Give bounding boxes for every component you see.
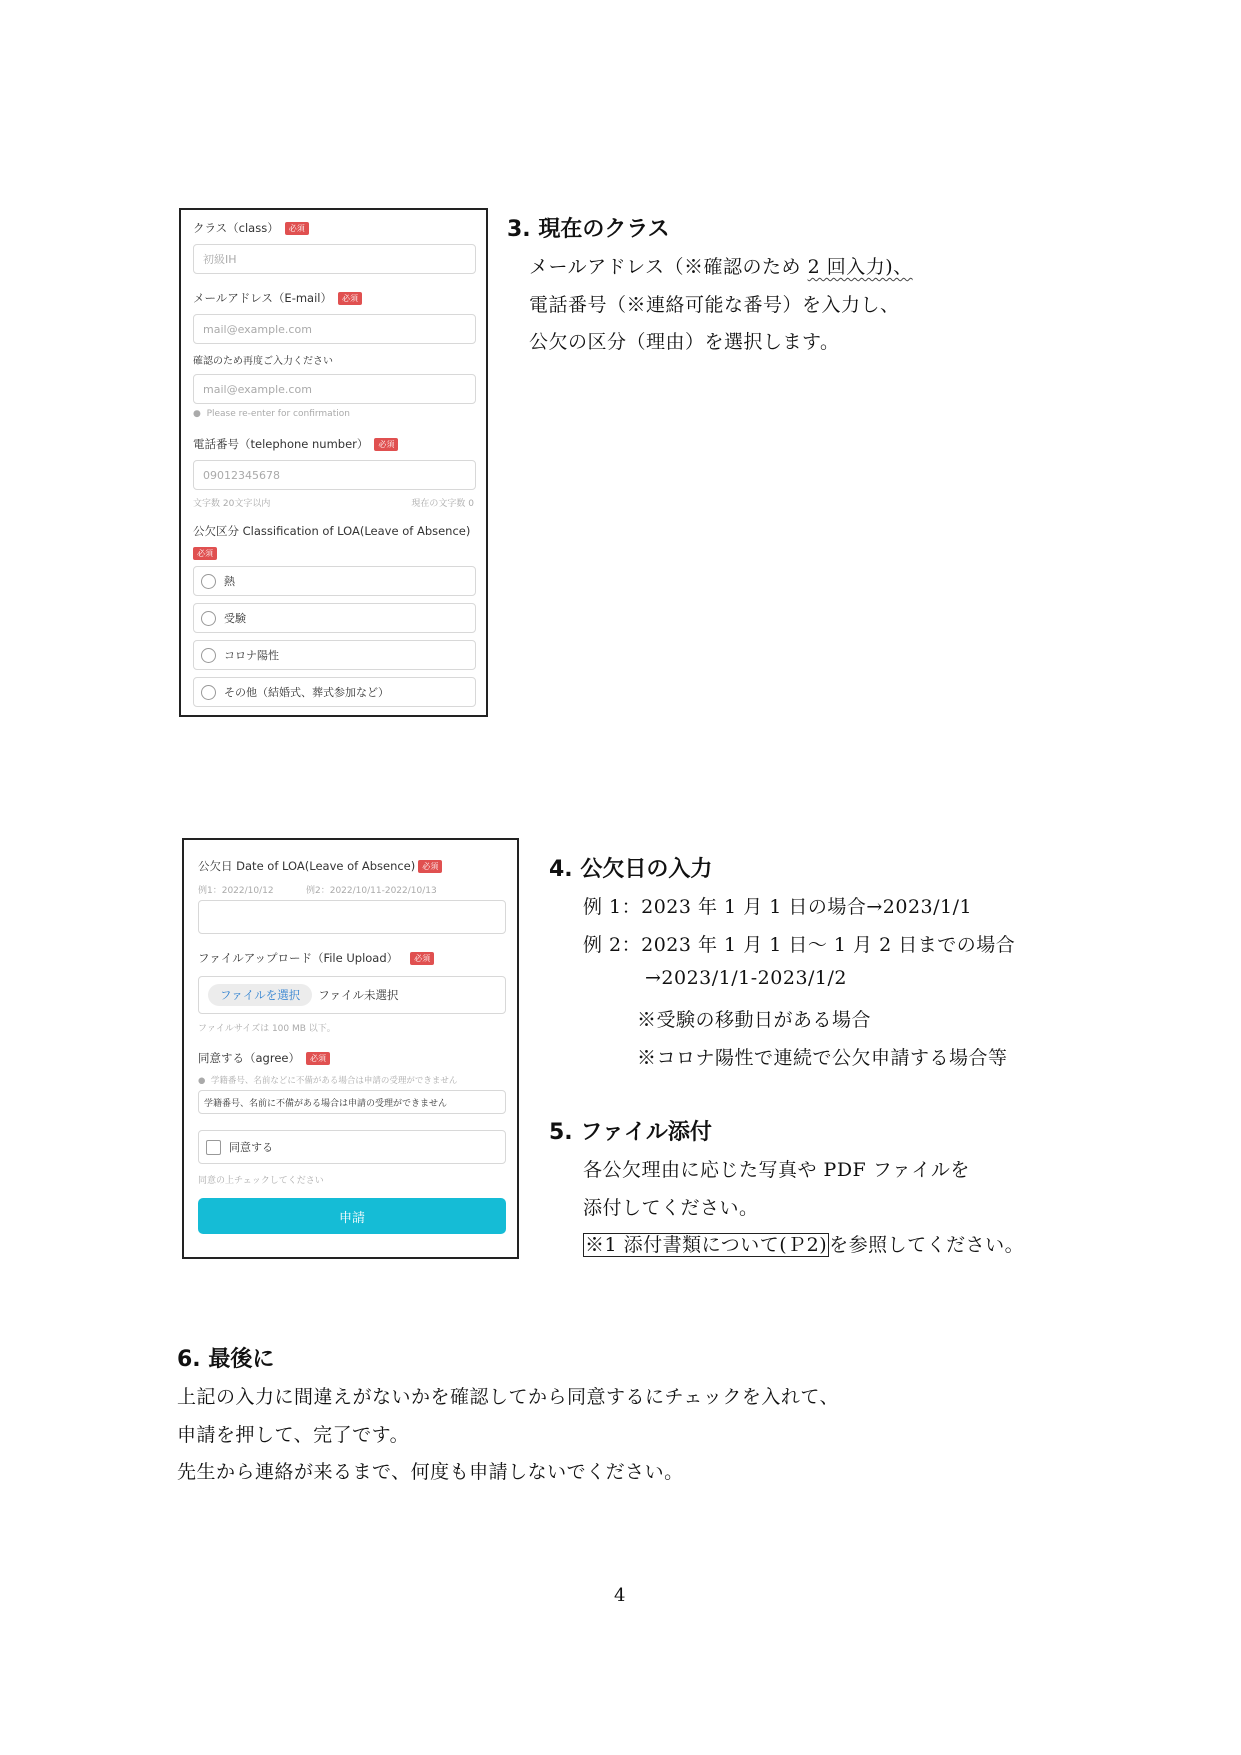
radio-icon bbox=[201, 685, 216, 700]
date-label: 公欠日 Date of LOA(Leave of Absence) 必須 bbox=[198, 858, 442, 874]
date-example-2: 例2：2022/10/11-2022/10/13 bbox=[306, 886, 437, 896]
agree-hint: 同意の上チェックしてください bbox=[198, 1176, 324, 1186]
section4-line1: 例 1：2023 年 1 月 1 日の場合→2023/1/1 bbox=[583, 896, 973, 918]
attachment-reference-box: ※1 添付書類について(Ｐ2) bbox=[585, 1234, 828, 1256]
phone-input[interactable]: 09012345678 bbox=[193, 460, 476, 490]
phone-label: 電話番号（telephone number） 必須 bbox=[193, 436, 398, 452]
section4-line5: ※コロナ陽性で連続で公欠申請する場合等 bbox=[637, 1047, 1008, 1069]
section4-line2: 例 2：2023 年 1 月 1 日～ 1 月 2 日までの場合 bbox=[583, 934, 1016, 956]
required-badge: 必須 bbox=[306, 1052, 330, 1065]
checkbox-icon bbox=[206, 1140, 221, 1155]
required-badge: 必須 bbox=[285, 222, 309, 235]
choose-file-button[interactable]: ファイルを選択 bbox=[208, 984, 312, 1006]
phone-count: 現在の文字数 0 bbox=[411, 499, 474, 509]
form-screenshot-date bbox=[182, 838, 519, 1259]
radio-option-fever[interactable]: 熱 bbox=[193, 566, 476, 596]
section5-line1: 各公欠理由に応じた写真や PDF ファイルを bbox=[583, 1159, 970, 1181]
section6-line1: 上記の入力に間違えがないかを確認してから同意するにチェックを入れて、 bbox=[177, 1386, 840, 1408]
reenter-hint: ● Please re-enter for confirmation bbox=[193, 409, 350, 419]
section3-heading: 3. 現在のクラス bbox=[507, 217, 670, 242]
email-confirm-label: 確認のため再度ご入力ください bbox=[193, 356, 333, 367]
date-example-1: 例1：2022/10/12 bbox=[198, 886, 274, 896]
section6-line3: 先生から連絡が来るまで、何度も申請しないでください。 bbox=[177, 1461, 684, 1483]
radio-option-other[interactable]: その他（結婚式、葬式参加など） bbox=[193, 677, 476, 707]
required-badge: 必須 bbox=[418, 860, 442, 873]
section4-line4: ※受験の移動日がある場合 bbox=[637, 1009, 872, 1031]
required-badge: 必須 bbox=[374, 438, 398, 451]
class-input[interactable]: 初級IH bbox=[193, 244, 476, 274]
class-label: クラス（class） 必須 bbox=[193, 220, 309, 236]
email-input[interactable]: mail@example.com bbox=[193, 314, 476, 344]
required-badge: 必須 bbox=[193, 547, 217, 560]
radio-icon bbox=[201, 574, 216, 589]
radio-icon bbox=[201, 611, 216, 626]
section5-line3: ※1 添付書類について(Ｐ2) を参照してください。 bbox=[585, 1234, 1025, 1256]
agree-note: ● 学籍番号、名前などに不備がある場合は申請の受理ができません bbox=[198, 1076, 458, 1086]
required-badge: 必須 bbox=[338, 292, 362, 305]
email-label: メールアドレス（E-mail） 必須 bbox=[193, 290, 362, 306]
email-confirm-input[interactable]: mail@example.com bbox=[193, 374, 476, 404]
page-number: 4 bbox=[614, 1585, 626, 1606]
radio-icon bbox=[201, 648, 216, 663]
radio-option-exam[interactable]: 受験 bbox=[193, 603, 476, 633]
phone-limit: 文字数 20文字以内 bbox=[193, 499, 271, 509]
section5-line2: 添付してください。 bbox=[583, 1197, 759, 1219]
file-size-hint: ファイルサイズは 100 MB 以下。 bbox=[198, 1024, 336, 1034]
section5-heading: 5. ファイル添付 bbox=[549, 1120, 712, 1145]
loa-label: 公欠区分 Classification of LOA(Leave of Absence) bbox=[193, 524, 471, 538]
section4-heading: 4. 公欠日の入力 bbox=[549, 857, 713, 882]
required-badge: 必須 bbox=[410, 952, 434, 965]
form-screenshot-class bbox=[179, 208, 488, 717]
agree-label: 同意する（agree） 必須 bbox=[198, 1050, 330, 1066]
section4-line3: →2023/1/1-2023/1/2 bbox=[645, 967, 848, 989]
radio-option-covid[interactable]: コロナ陽性 bbox=[193, 640, 476, 670]
section3-line3: 公欠の区分（理由）を選択します。 bbox=[529, 331, 840, 353]
agree-checkbox[interactable]: 同意する bbox=[198, 1130, 506, 1164]
section3-line1: メールアドレス（※確認のため 2 回入力)、 bbox=[529, 256, 913, 278]
file-status: ファイル未選択 bbox=[318, 988, 399, 1002]
section6-heading: 6. 最後に bbox=[177, 1347, 275, 1372]
file-label: ファイルアップロード（File Upload） 必須 bbox=[198, 950, 434, 966]
section6-line2: 申請を押して、完了です。 bbox=[177, 1424, 410, 1446]
file-upload-field[interactable] bbox=[198, 976, 506, 1014]
section3-line2: 電話番号（※連絡可能な番号）を入力し、 bbox=[529, 294, 900, 316]
submit-button[interactable]: 申請 bbox=[198, 1198, 506, 1234]
agree-text-box: 学籍番号、名前に不備がある場合は申請の受理ができません bbox=[198, 1090, 506, 1114]
date-input[interactable] bbox=[198, 900, 506, 934]
